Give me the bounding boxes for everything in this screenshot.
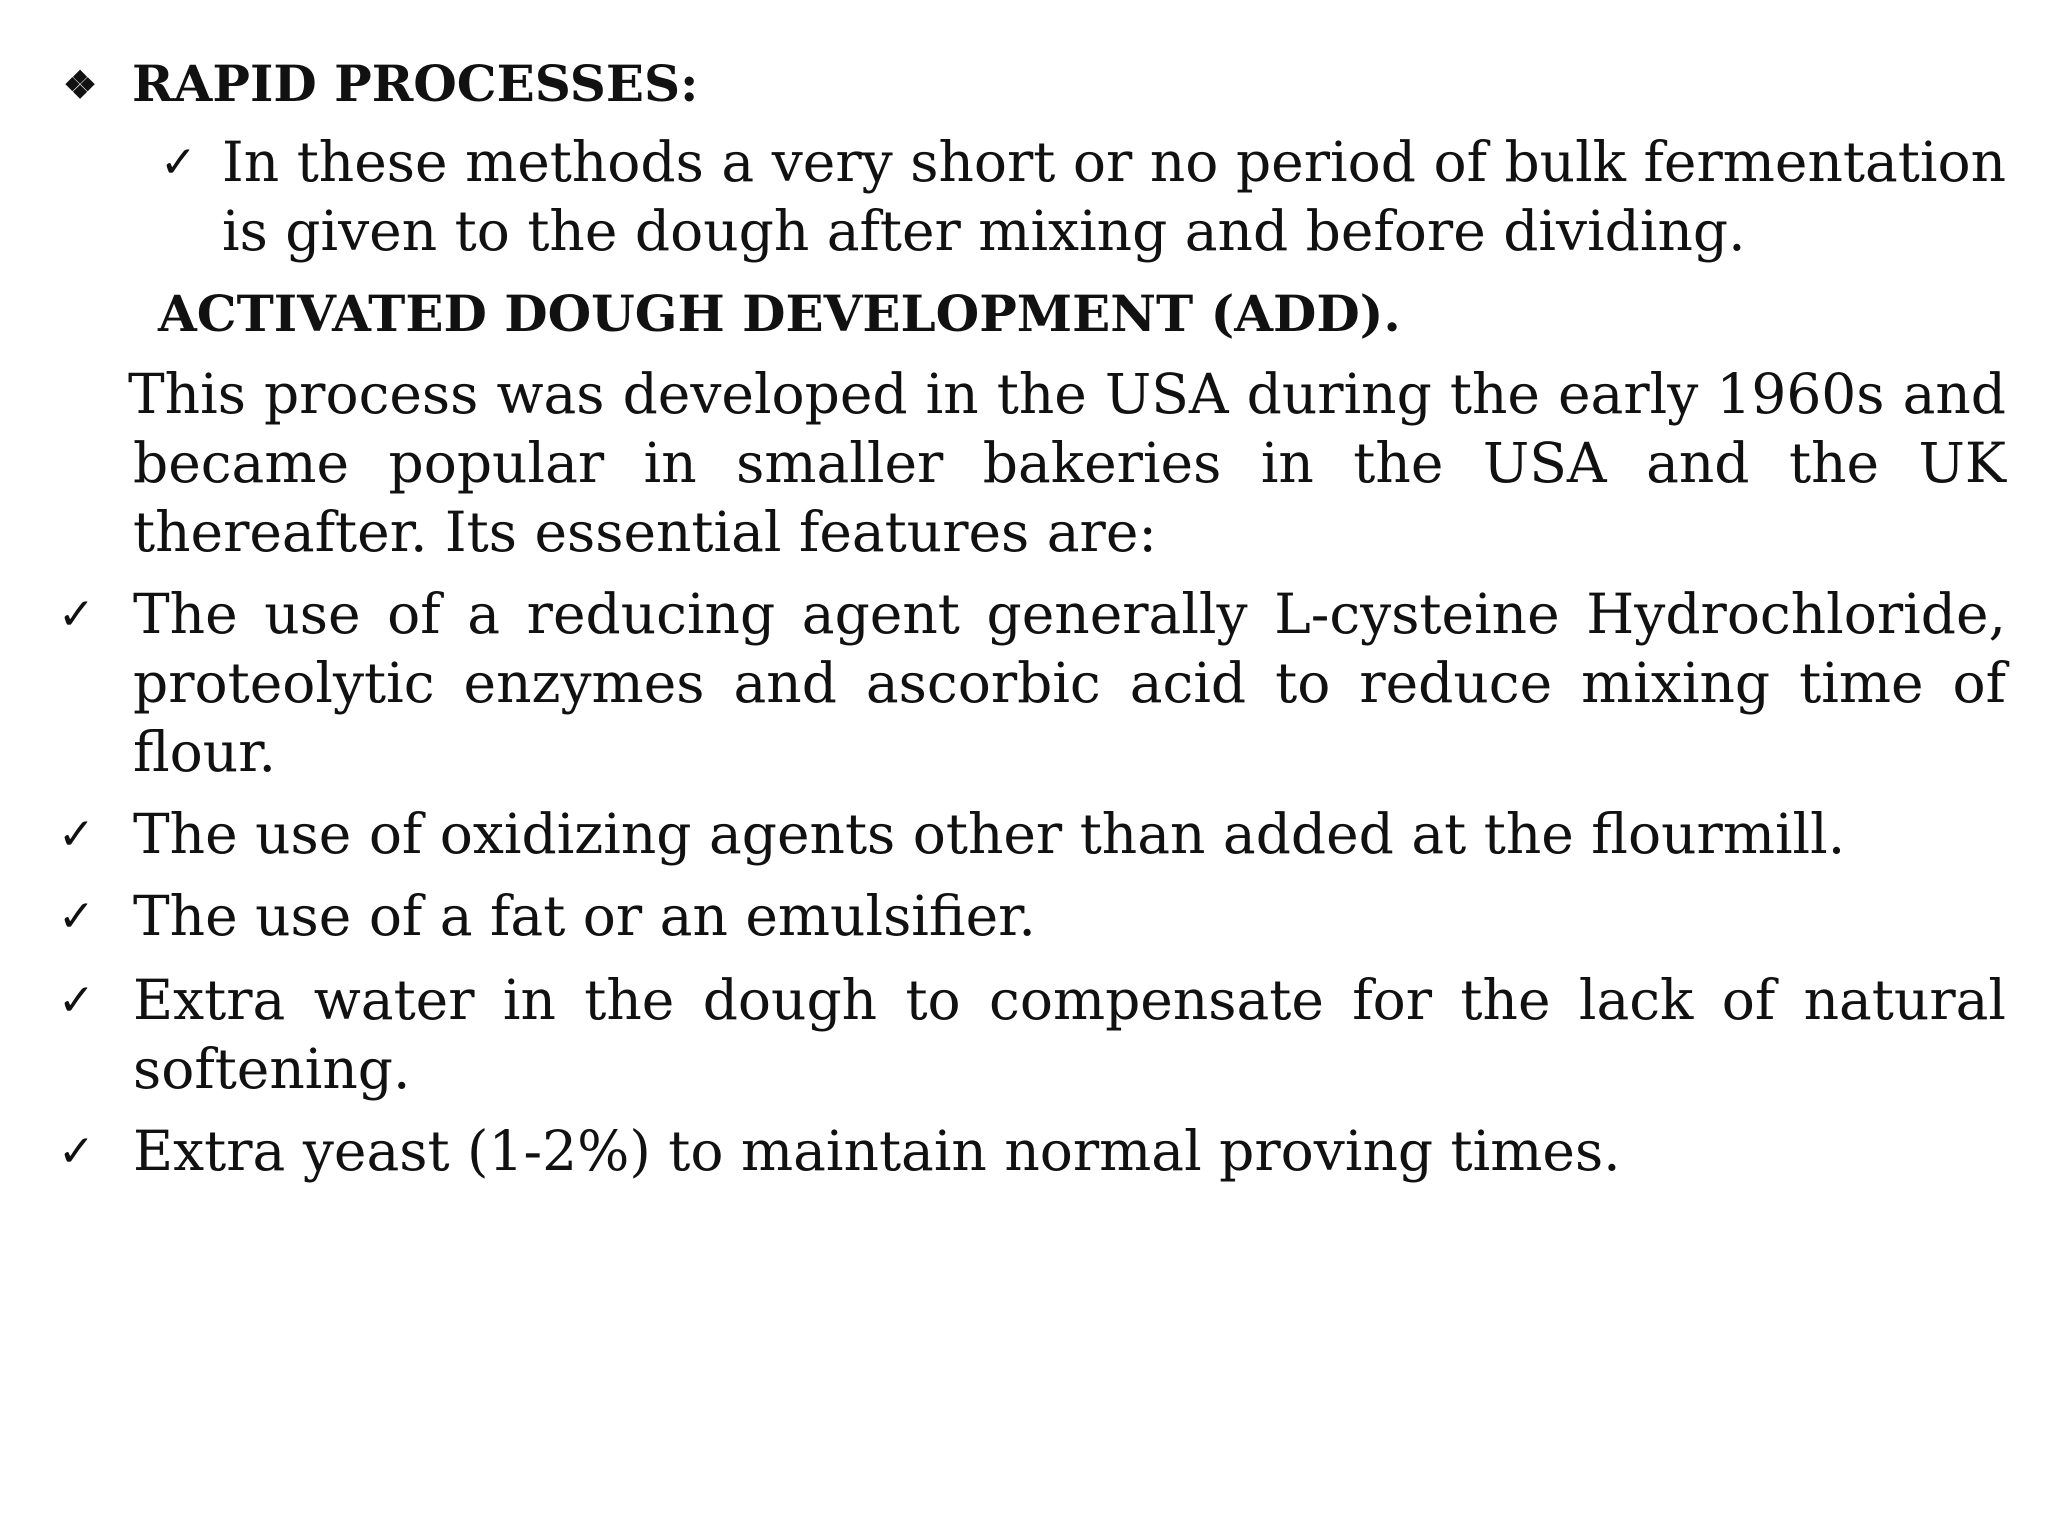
diamond-bullet-icon: ❖ (62, 62, 98, 107)
checkmark-icon: ✓ (58, 975, 95, 1026)
sub-point-text: In these methods a very short or no period of bulk fermentation is given to the dough after mixing and before dividing. (222, 130, 2006, 263)
feature-item: The use of oxidizing agents other than added at the flourmill. (133, 802, 1846, 866)
checkmark-icon: ✓ (58, 891, 95, 942)
checkmark-icon: ✓ (160, 137, 197, 188)
feature-item: The use of a reducing agent generally L-cysteine Hydrochloride, proteolytic enzymes and ascorbic acid to reduce mixing time of flour. (133, 582, 2006, 784)
heading-row (58, 52, 699, 120)
feature-item: The use of a fat or an emulsifier. (133, 884, 1036, 948)
feature-item: Extra yeast (1-2%) to maintain normal proving times. (133, 1119, 1621, 1183)
feature-item: Extra water in the dough to compensate for the lack of natural softening. (133, 968, 2006, 1101)
intro-paragraph-rest: became popular in smaller bakeries in the USA and the UK thereafter. Its essential features are: (133, 431, 2006, 564)
intro-paragraph-line1: This process was developed in the USA during the early 1960s and (128, 362, 2006, 426)
section-title: ACTIVATED DOUGH DEVELOPMENT (ADD). (158, 284, 1401, 343)
checkmark-icon: ✓ (58, 589, 95, 640)
checkmark-icon: ✓ (58, 1126, 95, 1177)
checkmark-icon: ✓ (58, 809, 95, 860)
heading-text: RAPID PROCESSES: (132, 54, 699, 113)
